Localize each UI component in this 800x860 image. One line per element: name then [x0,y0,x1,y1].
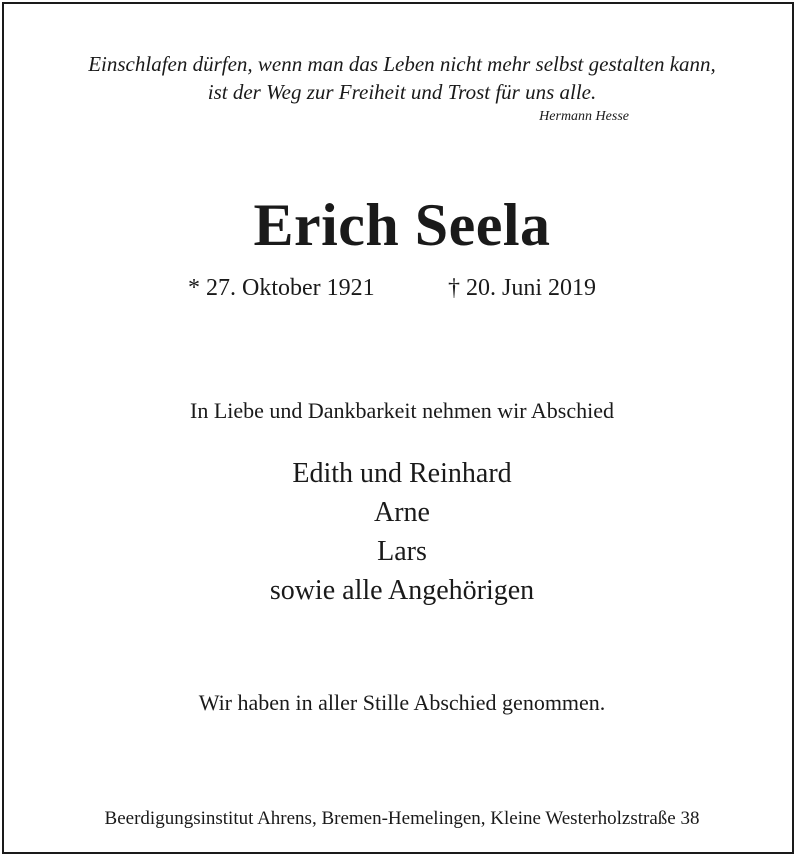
obituary-frame [2,2,794,854]
death-date: † 20. Juni 2019 [448,275,597,301]
quote [4,50,800,106]
deceased-name: Erich Seela [253,192,551,258]
mourners-list [4,454,800,610]
quote-line-1: Einschlafen dürfen, wenn man das Leben nicht mehr selbst gestalten kann, [88,52,716,76]
mourner: Edith und Reinhard [292,458,512,489]
closing-statement: Wir haben in aller Stille Abschied genommen. [198,690,606,715]
quote-line-2: ist der Weg zur Freiheit und Trost für uns alle. [207,80,597,104]
farewell-intro: In Liebe und Dankbarkeit nehmen wir Abschied [190,398,614,423]
mourner: sowie alle Angehörigen [269,575,535,606]
funeral-home-footer: Beerdigungsinstitut Ahrens, Bremen-Hemelingen, Kleine Westerholzstraße 38 [104,808,700,829]
birth-date: * 27. Oktober 1921 [188,275,375,301]
mourner: Lars [377,536,427,567]
mourner: Arne [374,497,430,528]
quote-author: Hermann Hesse [539,109,629,124]
